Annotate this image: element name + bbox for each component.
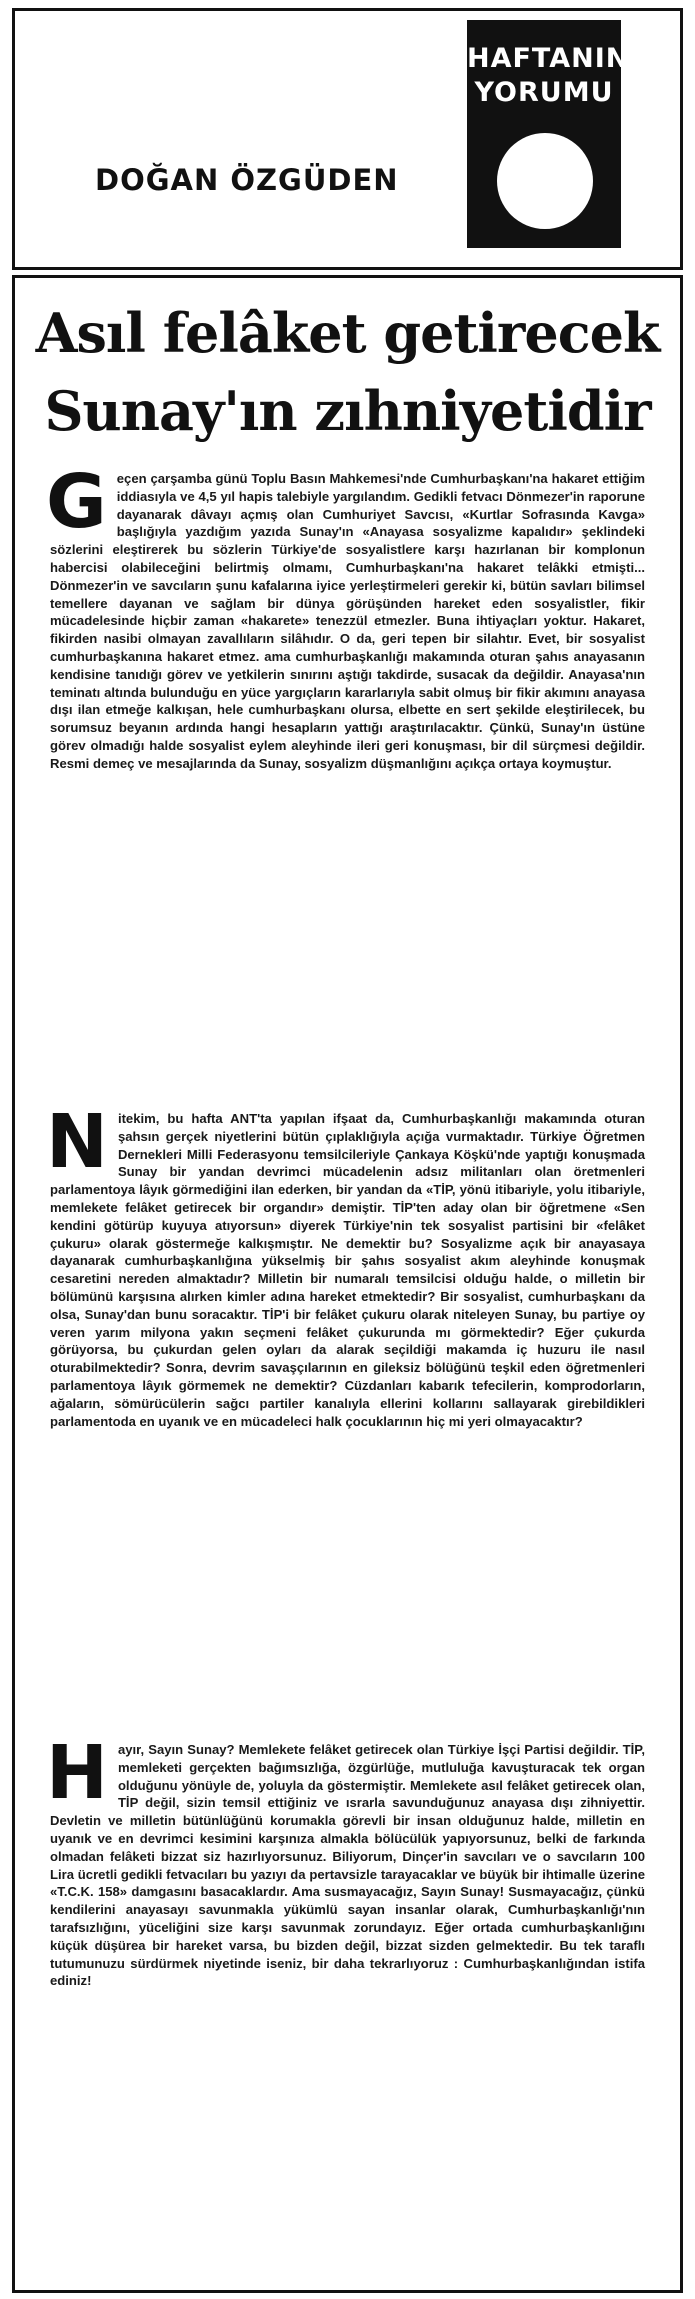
paragraph-2 (46, 1099, 645, 1430)
paragraph-3-text: ayır, Sayın Sunay? Memlekete felâket getirecek olan Türkiye İşçi Partisi değildir. TİP, memleketi gerçekten bağımsızlığa, özgürlüğe, mutluluğa kavuşturacak tek organ olduğunu yönüyle de, yoluyla da göstermiştir. Memlekete asıl felâket getirecek olan, TİP değil, sizin temsil ettiğiniz ve ısrarla savunduğunuz anayasa dışı zihniyettir. Devletin ve milletin bütünlüğünü korumakla görevli bir insan olduğunuz halde, milletin en uyanık ve en devrimci kesimini karşınıza almakla bölücülük yapıyorsunuz, belki de farkında olmadan felâketi bizzat siz hazırlıyorsunuz. Biliyorum, Dinçer'in savcıları ve o savcıların 100 Lira ücretli gedikli fetvacıları bu yazıyı da pertavsizle tarayacaklar ve büyük bir ihtimalle üzerine «T.C.K. 158» damgasını basacaklardır. Ama susmayacağız, Sayın Sunay! Susmayacağız, çünkü kendilerini anayasayı savunmakla yükümlü sayan insanlar olarak, Cumhurbaşkanlığı'nın tarafsızlığını, yüceliğini size karşı savunmak zorundayız. Eğer ortada cumhurbaşkanlığını küçük düşürea bir hareket varsa, bu bizden değil, bizzat sizden gelmektedir. Bu tek taraflı tutumunuzu sürdürmek niyetinde iseniz, bir daha tekrarlıyoruz : Cumhurbaşkanlığından istifa ediniz! (50, 1742, 645, 1989)
circle-emblem-icon (497, 133, 593, 229)
drop-cap-n: N (46, 1099, 108, 1185)
headline (20, 294, 675, 450)
column-badge (467, 20, 630, 248)
paragraph-1 (46, 459, 645, 773)
author-name: DOĞAN ÖZGÜDEN (95, 163, 399, 197)
drop-cap-g: G (46, 459, 107, 545)
paragraph-1-text: eçen çarşamba günü Toplu Basın Mahkemesi'nde Cumhurbaşkanı'na hakaret ettiğim iddiasıyla ve 4,5 yıl hapis talebiyle yargılandım. Gedikli fetvacı Dönmezer'in raporune dayanarak dâvayı açmış olan Cumhuriyet Savcısı, «Kurtlar Sofrasında Kavga» başlığıyla yazdığım yazıda Sunay'ın «Anayasa sosyalizme kapalıdır» şeklindeki sözlerini eleştirerek bu sözlerin Türkiye'de sosyalistlere karşı hazırlanan bir komplonun habercisi olabileceğini belirtmiş olmamı, Cumhurbaşkanı'na hakaret telâkki etmişti... Dönmezer'in ve savcıların şunu kafalarına iyice yerleştirmeleri gerekir ki, bütün savları bilimsel temellere dayanan ve sağlam bir dünya görüşünden hareket eden sosyalistler, fikir mücadelesinde hiçbir zaman «hakarete» tenezzül etmezler. Buna ihtiyaçları yoktur. Hakaret, fikirden nasibi olmayan zavallıların silâhıdır. O da, geri tepen bir silahtır. Evet, bir sosyalist cumhurbaşkanına hakaret etmez. ama cumhurbaşkanlığı makamında oturan şahıs anayasanın kendisine tanıdığı görev ve yetkilerin sınırını aştığı takdirde, susacak da değildir. Anayasa'nın teminatı altında bulunduğu en yüce yargıçların kararlarıyla sabit olmuş bir fikir akımını anayasa dışı ilan etmeğe kalkışan, hele cumhurbaşkanı olursa, elbette en sert şekilde eleştirilecek, bu sorumsuz beyanın ardında hangi hesapların yattığı araştırılacaktır. Çünkü, Sunay'ın üstüne görev olmadığı halde sosyalist eylem aleyhinde ileri geri konuşması, bir dil sürçmesi değildir. Resmi demeç ve mesajlarında da Sunay, sosyalizm düşmanlığını açıkça ortaya koymuştur. (50, 471, 645, 771)
headline-line-2: Sunay'ın zıhniyetidir (44, 379, 651, 443)
column-title: HAFTANIN YORUMU (467, 43, 630, 108)
headline-line-1: Asıl felâket getirecek (35, 301, 660, 365)
drop-cap-h: H (46, 1730, 108, 1816)
paragraph-2-text: itekim, bu hafta ANT'ta yapılan ifşaat da, Cumhurbaşkanlığı makamında oturan şahsın gerçek niyetlerini bütün çıplaklığıyla açığa vurmaktadır. Türkiye Öğretmen Dernekleri Milli Federasyonu temsilcileriyle Çankaya Köşkü'nde yaptığı konuşmada Sunay bir yandan devrimci mücadelenin adsız militanları olan öretmenleri parlamentoya lâyık görmediğini ilan ederken, bir yandan da «TİP, yönü itibariyle, yolu itibariyle, memlekete felâket getirecek bir organdır» demiştir. TİP'ten aday olan bir öğretmene «Sen kendini götürüp kuyuya atıyorsun» diyerek Türkiye'nin tek sosyalist partisini bir «felâket çukuru» olarak göstermeğe kalkışmıştır. Ne demektir bu? Sosyalizme açık bir anayasaya dayanarak cumhurbaşkanlığına yükselmiş bir şahıs sosyalist akım aleyhinde konuşmak cesaretini nereden almaktadır? Milletin bir numaralı temsilcisi olduğu halde, o milletin bir bölümünü karşısına alırken kimler adına hareket etmektedir? Bir sosyalist, cumhurbaşkanı da olsa, Sunay'dan bunu soracaktır. TİP'i bir felâket çukuru olarak niteleyen Sunay, bu partiye oy veren yarım milyona yakın seçmeni felâket çukurunda mı görmektedir? Eğer çukurda görüyorsa, bu çukurdan gelen oyları da alarak seçildiği makamda iç huzuru ile nasıl oturabilmektedir? Sonra, devrim savaşçılarının en gileksiz bölüğünü teşkil eden öğretmenleri parlamentoya lâyık görmemek ne demektir? Cüzdanları kabarık tefecilerin, komprodorların, ağaların, sömürücülerin sağcı partiler kanalıyla ellerini kollarını sallayarak girebildikleri parlamentoda en uyanık ve en mücadeleci halk çocuklarının hiç mi yeri olmayacaktır? (50, 1111, 645, 1429)
paragraph-3 (46, 1730, 645, 1990)
